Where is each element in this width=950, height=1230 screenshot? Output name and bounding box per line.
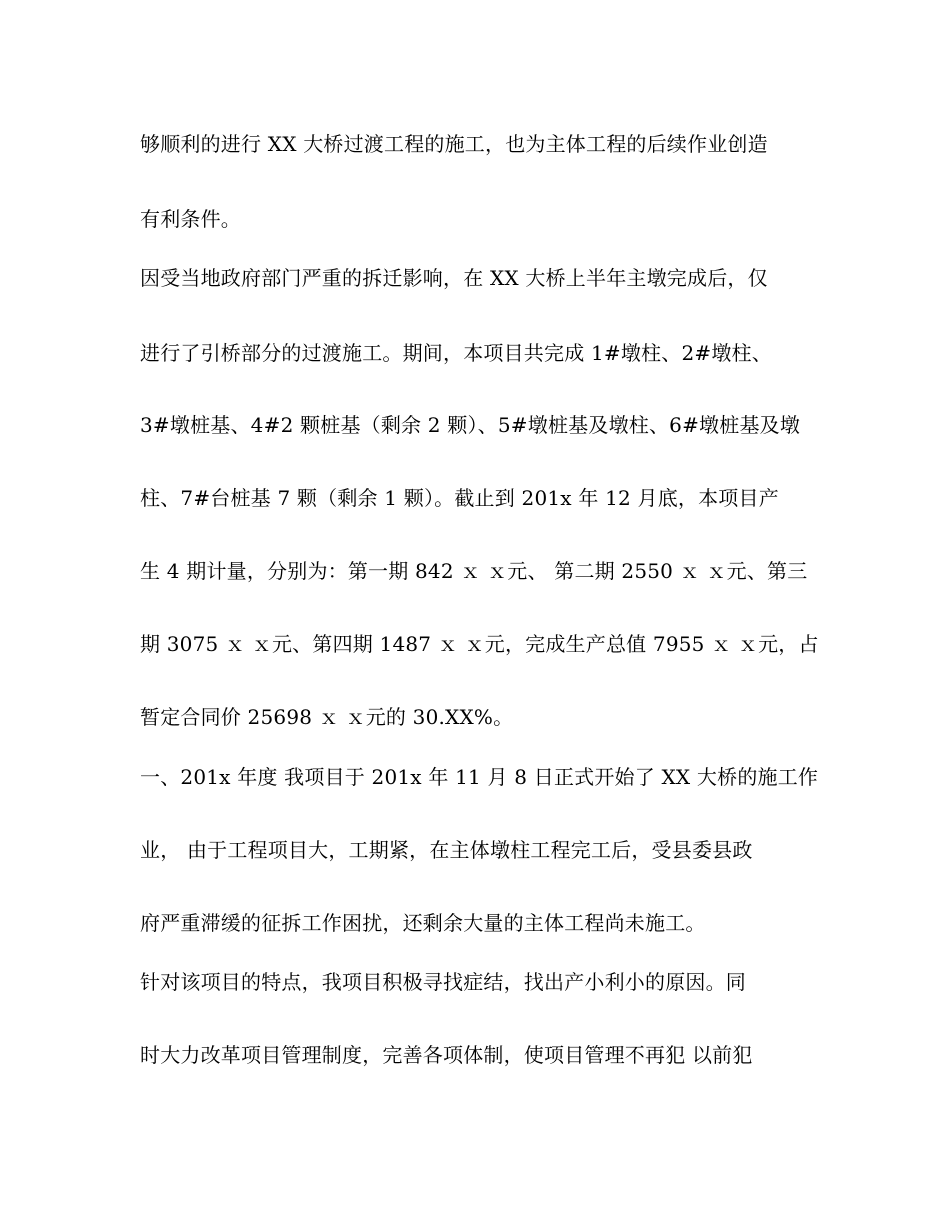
body-text-line: 生 4 期计量，分别为：第一期 842 ｘ ｘ元、 第二期 2550 ｘ ｘ元、第三 <box>140 559 808 583</box>
body-text-line: 有利条件。 <box>140 207 241 231</box>
body-text-line: 针对该项目的特点，我项目积极寻找症结，找出产小利小的原因。同 <box>140 970 746 994</box>
body-text-line: 因受当地政府部门严重的拆迁影响，在 XX 大桥上半年主墩完成后，仅 <box>140 266 768 290</box>
body-text-line: 3#墩桩基、4#2 颗桩基（剩余 2 颗）、5#墩桩基及墩柱、6#墩桩基及墩 <box>140 413 801 437</box>
body-text-line: 柱、7#台桩基 7 颗（剩余 1 颗）。截止到 201x 年 12 月底，本项目产 <box>140 486 779 510</box>
body-text-line: 暂定合同价 25698 ｘ ｘ元的 30.XX%。 <box>140 705 514 729</box>
body-text-line: 时大力改革项目管理制度，完善各项体制，使项目管理不再犯 以前犯 <box>140 1043 753 1067</box>
body-text-line: 够顺利的进行 XX 大桥过渡工程的施工，也为主体工程的后续作业创造 <box>140 132 768 156</box>
body-text-line: 一、201x 年度 我项目于 201x 年 11 月 8 日正式开始了 XX 大桥的施工作 <box>140 765 819 789</box>
body-text-line: 进行了引桥部分的过渡施工。期间，本项目共完成 1#墩柱、2#墩柱、 <box>140 341 772 365</box>
body-text-line: 府严重滞缓的征拆工作困扰，还剩余大量的主体工程尚未施工。 <box>140 911 706 935</box>
body-text-line: 业， 由于工程项目大，工期紧，在主体墩柱工程完工后，受县委县政 <box>140 838 753 862</box>
body-text-line: 期 3075 ｘ ｘ元、第四期 1487 ｘ ｘ元，完成生产总值 7955 ｘ ｘ元，占 <box>140 632 819 656</box>
